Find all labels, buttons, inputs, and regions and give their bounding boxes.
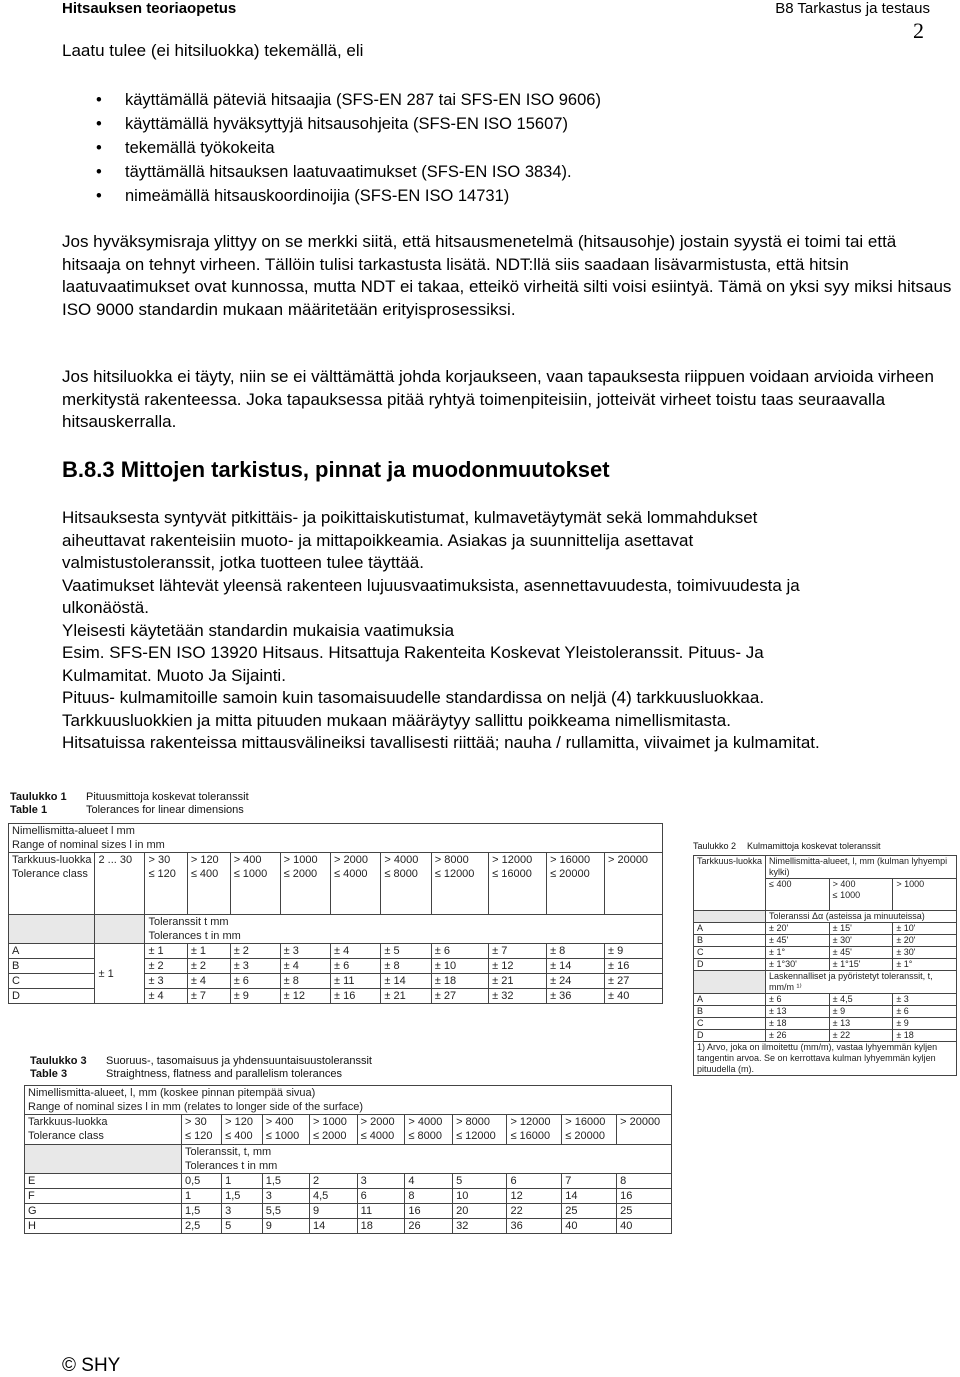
table2-cell: ± 20' <box>893 935 957 947</box>
table2-cell: ± 13 <box>829 1018 893 1030</box>
table1-cell: ± 7 <box>187 989 230 1004</box>
table3-cell: 11 <box>357 1204 405 1219</box>
table2-cell: ± 18 <box>893 1030 957 1042</box>
table1-range-cell: > 12000 ≤ 16000 <box>489 853 547 915</box>
table2-class-cell: A <box>694 923 766 935</box>
table2-class-cell: B <box>694 935 766 947</box>
table1-range-cell: > 16000 ≤ 20000 <box>547 853 605 915</box>
table1-cell: ± 3 <box>145 974 187 989</box>
table1-cell: ± 4 <box>187 974 230 989</box>
table3-cell: 5,5 <box>262 1204 309 1219</box>
table2-cell: ± 9 <box>829 1006 893 1018</box>
table2-class-cell: B <box>694 1006 766 1018</box>
table3-cell: 12 <box>507 1189 562 1204</box>
table3-class-cell: F <box>25 1189 182 1204</box>
table2-cell: ± 10' <box>893 923 957 935</box>
table3-cell: 25 <box>562 1204 617 1219</box>
table2-caption: Taulukko 2 Kulmamittoja koskevat toleranssit <box>693 841 881 851</box>
table3-cell: 4 <box>405 1174 453 1189</box>
table3-cell: 22 <box>507 1204 562 1219</box>
table1-cell: ± 36 <box>547 989 605 1004</box>
table1-class-cell: A <box>9 944 95 959</box>
table3-cell: 8 <box>617 1174 672 1189</box>
table1-cell: ± 2 <box>145 959 187 974</box>
table1-range-cell: 2 ... 30 <box>95 853 145 915</box>
table3-tolerance-header: Toleranssit, t, mm Tolerances t in mm <box>182 1145 672 1174</box>
body-line: Hitsauksesta syntyvät pitkittäis- ja poikittaiskutistumat, kulmavetäytymät sekä lommahdukset <box>62 508 758 527</box>
body-line: Tarkkuusluokkien ja mitta pituuden mukaan määräytyy sallittu poikkeama nimellismitasta. <box>62 710 731 730</box>
table3-straightness-tolerances <box>24 1085 672 1234</box>
body-line: valmistustoleranssit, jotka tuotteen tulee täyttää. <box>62 553 424 572</box>
table1-cell: ± 16 <box>604 959 662 974</box>
table3-cell: 4,5 <box>309 1189 357 1204</box>
table1-cell: ± 8 <box>547 944 605 959</box>
table3-cell: 3 <box>222 1204 263 1219</box>
body-line: ulkonäöstä. <box>62 598 149 617</box>
table3-range-cell: > 8000 ≤ 12000 <box>453 1115 507 1145</box>
table3-cell: 32 <box>453 1219 507 1234</box>
table3-class-cell: E <box>25 1174 182 1189</box>
table2-class-cell: C <box>694 1018 766 1030</box>
body-line: Pituus- kulmamitoille samoin kuin tasomaisuudelle standardissa on neljä (4) tarkkuusluokkaa. <box>62 688 765 707</box>
table2-class-cell: C <box>694 947 766 959</box>
table3-cell: 40 <box>562 1219 617 1234</box>
table2-cell: ± 1° <box>893 959 957 971</box>
table1-range-cell: > 4000 ≤ 8000 <box>381 853 431 915</box>
table3-cell: 2 <box>309 1174 357 1189</box>
table2-range-cell: > 1000 <box>893 879 957 911</box>
table2-angular-tolerances <box>693 855 957 1076</box>
table2-cell: ± 13 <box>766 1006 830 1018</box>
table1-cell: ± 27 <box>604 974 662 989</box>
table1-cell: ± 12 <box>280 989 330 1004</box>
table2-cell: ± 1°30' <box>766 959 830 971</box>
table3-cell: 26 <box>405 1219 453 1234</box>
table3-cell: 36 <box>507 1219 562 1234</box>
table1-cell: ± 3 <box>280 944 330 959</box>
table3-range-cell: > 120 ≤ 400 <box>222 1115 263 1145</box>
table2-class-cell: D <box>694 1030 766 1042</box>
table1-cell: ± 18 <box>431 974 488 989</box>
table1-range-cell: > 20000 <box>604 853 662 915</box>
table1-cell: ± 5 <box>381 944 431 959</box>
table2-cell: ± 26 <box>766 1030 830 1042</box>
table1-cell: ± 1 <box>145 944 187 959</box>
list-item: • käyttämällä päteviä hitsaajia (SFS-EN 287 tai SFS-EN ISO 9606) <box>96 88 601 112</box>
table2-blank-cell <box>694 911 766 923</box>
table3-cell: 10 <box>453 1189 507 1204</box>
table1-range-cell: > 120 ≤ 400 <box>187 853 230 915</box>
table3-cell: 14 <box>309 1219 357 1234</box>
table2-cell: ± 45' <box>766 935 830 947</box>
paragraph-acceptance-limit: Jos hyväksymisraja ylittyy on se merkki siitä, että hitsausmenetelmä (hitsausohje) jostain syystä ei toimi tai että hitsaaja on tehnyt virheen. Tällöin tulisi tarkastusta lisätä. NDT:llä siis saadaan lisävarmistusta, että hitsin laatuvaatimukset ovat kunnossa, mutta NDT ei takaa, etteikö virheitä silti voisi esiintyä. Tämä on yksi syy miksi hitsaus ISO 9000 standardin mukaan määritetään erityisprosessiksi. <box>62 232 952 319</box>
table2-calc-header: Laskennalliset ja pyöristetyt toleranssit, t, mm/m ¹⁾ <box>766 971 957 994</box>
table3-cell: 9 <box>262 1219 309 1234</box>
table3-cell: 1 <box>182 1189 222 1204</box>
table1-linear-tolerances <box>8 823 663 1004</box>
header-section-title: B8 Tarkastus ja testaus <box>775 0 930 17</box>
table3-cell: 1,5 <box>262 1174 309 1189</box>
table1-cell: ± 14 <box>547 959 605 974</box>
table3-cell: 16 <box>617 1189 672 1204</box>
table1-cell: ± 1 <box>187 944 230 959</box>
table3-range-cell: > 20000 <box>617 1115 672 1145</box>
table1-range-cell: > 2000 ≤ 4000 <box>330 853 380 915</box>
table1-cell: ± 6 <box>330 959 380 974</box>
table1-class-cell: C <box>9 974 95 989</box>
table2-cell: ± 6 <box>893 1006 957 1018</box>
table3-cell: 25 <box>617 1204 672 1219</box>
body-line: Vaatimukset lähtevät yleensä rakenteen lujuusvaatimuksista, asennettavuudesta, toimivuudesta ja <box>62 575 800 595</box>
table1-range-cell: > 30 ≤ 120 <box>145 853 187 915</box>
body-line: Yleisesti käytetään standardin mukaisia vaatimuksia <box>62 620 455 640</box>
table1-cell: ± 9 <box>604 944 662 959</box>
table3-blank-cell <box>25 1145 182 1174</box>
table2-cell: ± 1°15' <box>829 959 893 971</box>
table2-cell: ± 30' <box>893 947 957 959</box>
table3-range-cell: > 12000 ≤ 16000 <box>507 1115 562 1145</box>
table3-caption: Taulukko 3 Suoruus-, tasomaisuus ja yhdensuuntaisuustoleranssit Table 3 Straightness, flatness and parallelism tolerances <box>30 1055 372 1080</box>
table1-cell: ± 7 <box>489 944 547 959</box>
table3-cell: 14 <box>562 1189 617 1204</box>
quality-bullet-list <box>96 88 601 208</box>
table1-class-header: Tarkkuus-luokka Tolerance class <box>9 853 95 915</box>
table3-class-cell: H <box>25 1219 182 1234</box>
page-number: 2 <box>913 18 924 43</box>
table2-cell: ± 15' <box>829 923 893 935</box>
table3-class-cell: G <box>25 1204 182 1219</box>
table1-cell: ± 4 <box>330 944 380 959</box>
table1-cell: ± 40 <box>604 989 662 1004</box>
table1-cell: ± 4 <box>145 989 187 1004</box>
table1-cell: ± 21 <box>381 989 431 1004</box>
table2-cell: ± 4,5 <box>829 994 893 1006</box>
table2-cell: ± 9 <box>893 1018 957 1030</box>
paragraph-weld-class: Jos hitsiluokka ei täyty, niin se ei välttämättä johda korjaukseen, vaan tapauksesta riippuen voidaan arvioida virheen merkitystä rakenteessa. Joka tapauksessa pitää ryhtyä toimenpiteisiin, jotteivät virheet toistu taas seuraavalla hitsauskerralla. <box>62 367 934 431</box>
table3-cell: 5 <box>222 1219 263 1234</box>
table1-blank-cell <box>9 915 95 944</box>
table2-cell: ± 30' <box>829 935 893 947</box>
table1-blank-cell <box>95 915 145 944</box>
table3-range-cell: > 1000 ≤ 2000 <box>309 1115 357 1145</box>
table1-cell: ± 32 <box>489 989 547 1004</box>
table2-cell: ± 1° <box>766 947 830 959</box>
intro-text: Laatu tulee (ei hitsiluokka) tekemällä, eli <box>62 41 364 60</box>
table3-cell: 3 <box>262 1189 309 1204</box>
table3-cell: 18 <box>357 1219 405 1234</box>
body-line: Hitsatuissa rakenteissa mittausvälineiksi tavallisesti riittää; nauha / rullamitta, viivaimet ja kulmamitat. <box>62 733 820 752</box>
table1-cell: ± 14 <box>381 974 431 989</box>
table2-tolerance-header: Toleranssi Δα (asteissa ja minuuteissa) <box>766 911 957 923</box>
header-course-title: Hitsauksen teoriaopetus <box>62 0 237 17</box>
table2-cell: ± 45' <box>829 947 893 959</box>
table3-range-cell: > 2000 ≤ 4000 <box>357 1115 405 1145</box>
table2-class-cell: D <box>694 959 766 971</box>
table3-cell: 20 <box>453 1204 507 1219</box>
table3-range-header: Nimellismitta-alueet, l, mm (koskee pinnan pitempää sivua) Range of nominal sizes l in mm (relates to longer side of the surface) <box>25 1086 672 1115</box>
table1-cell: ± 2 <box>187 959 230 974</box>
table3-range-cell: > 4000 ≤ 8000 <box>405 1115 453 1145</box>
body-line: aiheuttavat rakenteisiin muoto- ja mittapoikkeamia. Asiakas ja suunnittelija asettavat <box>62 530 694 550</box>
section-heading: B.8.3 Mittojen tarkistus, pinnat ja muodonmuutokset <box>62 457 610 482</box>
table2-cell: ± 20' <box>766 923 830 935</box>
table3-cell: 2,5 <box>182 1219 222 1234</box>
table1-caption: Taulukko 1 Pituusmittoja koskevat toleranssit Table 1 Tolerances for linear dimensions <box>10 791 249 816</box>
table3-cell: 1,5 <box>222 1189 263 1204</box>
table1-tolerance-header: Toleranssit t mm Tolerances t in mm <box>145 915 663 944</box>
table1-cell: ± 8 <box>280 974 330 989</box>
table2-class-cell: A <box>694 994 766 1006</box>
table2-range-header: Nimellismitta-alueet, l, mm (kulman lyhyempi kylki) <box>766 856 957 879</box>
list-item: • tekemällä työkokeita <box>96 136 601 160</box>
body-line: Esim. SFS-EN ISO 13920 Hitsaus. Hitsattuja Rakenteita Koskevat Yleistoleranssit. Pituus- Ja <box>62 643 764 662</box>
table3-cell: 1,5 <box>182 1204 222 1219</box>
table3-cell: 0,5 <box>182 1174 222 1189</box>
table1-cell: ± 2 <box>230 944 280 959</box>
table3-range-cell: > 30 ≤ 120 <box>182 1115 222 1145</box>
table3-cell: 40 <box>617 1219 672 1234</box>
table3-range-cell: > 16000 ≤ 20000 <box>562 1115 617 1145</box>
table2-cell: ± 3 <box>893 994 957 1006</box>
copyright-footer: © SHY <box>62 1355 121 1376</box>
table1-cell: ± 3 <box>230 959 280 974</box>
table1-range-cell: > 1000 ≤ 2000 <box>280 853 330 915</box>
table3-cell: 6 <box>507 1174 562 1189</box>
table3-cell: 3 <box>357 1174 405 1189</box>
table2-range-cell: ≤ 400 <box>766 879 830 911</box>
table1-cell: ± 10 <box>431 959 488 974</box>
table1-class-cell: D <box>9 989 95 1004</box>
table1-cell: ± 6 <box>431 944 488 959</box>
table3-cell: 16 <box>405 1204 453 1219</box>
table1-range-cell: > 8000 ≤ 12000 <box>431 853 488 915</box>
table1-cell: ± 24 <box>547 974 605 989</box>
table2-cell: ± 6 <box>766 994 830 1006</box>
list-item: • nimeämällä hitsauskoordinoijia (SFS-EN ISO 14731) <box>96 184 601 208</box>
table1-cell: ± 8 <box>381 959 431 974</box>
table1-cell: ± 6 <box>230 974 280 989</box>
table3-range-cell: > 400 ≤ 1000 <box>262 1115 309 1145</box>
table1-range-cell: > 400 ≤ 1000 <box>230 853 280 915</box>
body-text <box>62 507 958 755</box>
table1-first-range-value: ± 1 <box>95 944 145 1004</box>
table3-cell: 7 <box>562 1174 617 1189</box>
table1-cell: ± 16 <box>330 989 380 1004</box>
table2-cell: ± 18 <box>766 1018 830 1030</box>
table1-cell: ± 11 <box>330 974 380 989</box>
table3-class-header: Tarkkuus-luokka Tolerance class <box>25 1115 182 1145</box>
table3-cell: 5 <box>453 1174 507 1189</box>
table2-cell: ± 22 <box>829 1030 893 1042</box>
table1-class-cell: B <box>9 959 95 974</box>
body-line: Kulmamitat. Muoto Ja Sijainti. <box>62 665 286 685</box>
table2-class-header: Tarkkuus-luokka <box>694 856 766 911</box>
table1-cell: ± 21 <box>489 974 547 989</box>
list-item: • käyttämällä hyväksyttyjä hitsausohjeita (SFS-EN ISO 15607) <box>96 112 601 136</box>
table1-cell: ± 9 <box>230 989 280 1004</box>
table3-cell: 1 <box>222 1174 263 1189</box>
table2-blank-cell <box>694 971 766 994</box>
table3-cell: 9 <box>309 1204 357 1219</box>
table2-range-cell: > 400 ≤ 1000 <box>829 879 893 911</box>
list-item: • täyttämällä hitsauksen laatuvaatimukset (SFS-EN ISO 3834). <box>96 160 601 184</box>
table3-cell: 6 <box>357 1189 405 1204</box>
table1-cell: ± 12 <box>489 959 547 974</box>
table1-cell: ± 4 <box>280 959 330 974</box>
table1-range-header: Nimellismitta-alueet l mm Range of nominal sizes l in mm <box>9 824 663 853</box>
table2-footnote: 1) Arvo, joka on ilmoitettu (mm/m), vastaa lyhyemmän kyljen tangentin arvoa. Se on kerrottava kulman lyhyemmän kyljen pituudella (m). <box>694 1042 957 1076</box>
table3-cell: 8 <box>405 1189 453 1204</box>
table1-cell: ± 27 <box>431 989 488 1004</box>
